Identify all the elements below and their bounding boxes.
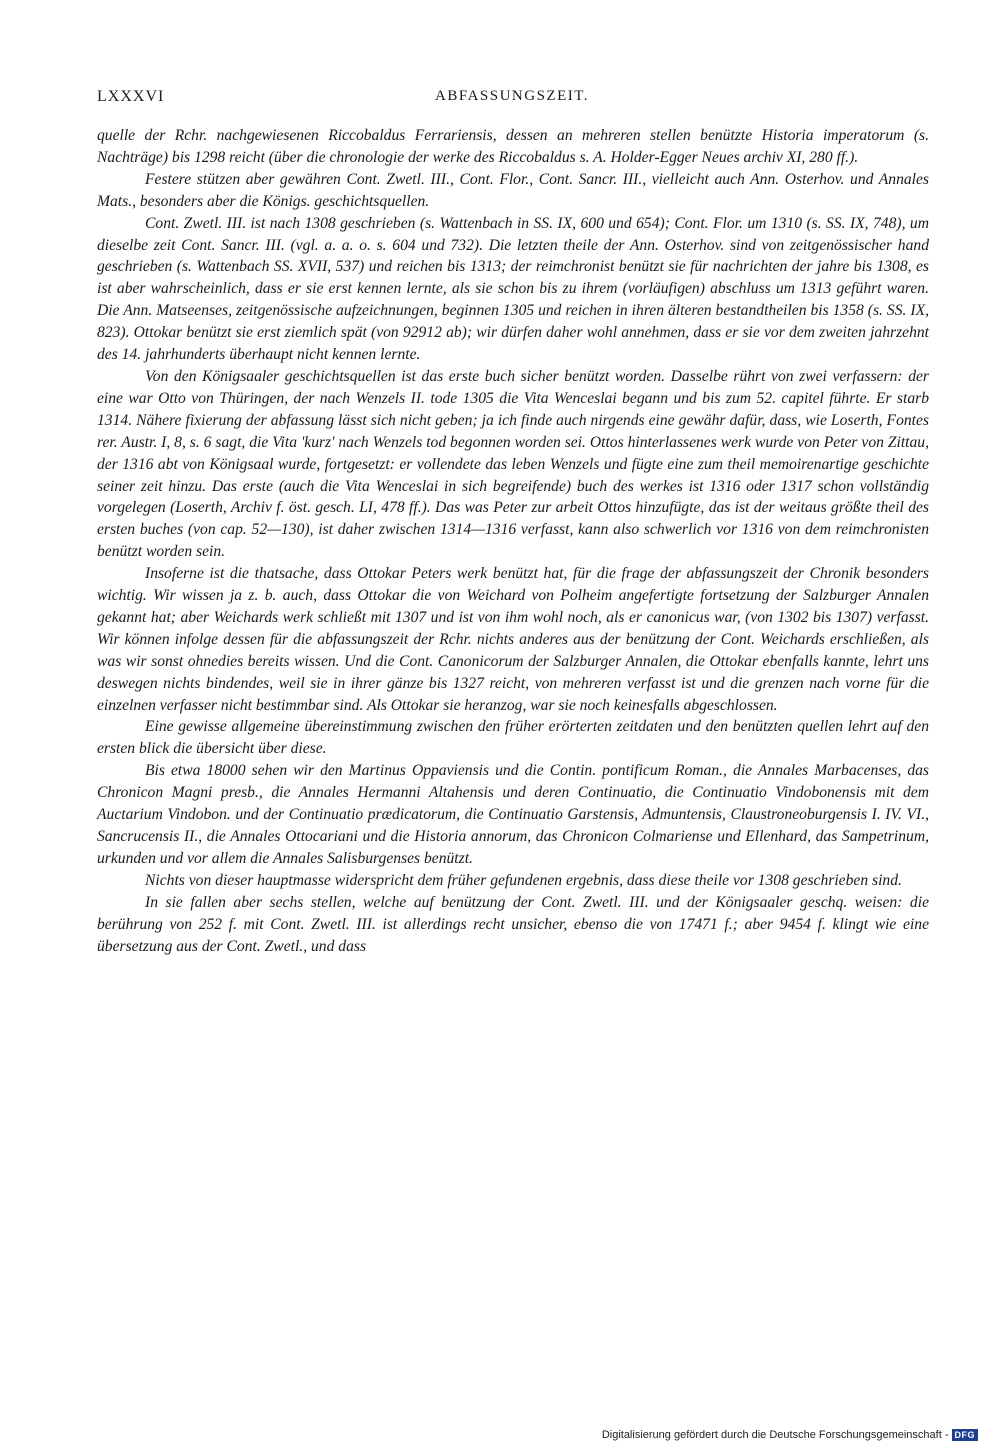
digitization-footer <box>602 1425 978 1445</box>
paragraph-6: Eine gewisse allgemeine übereinstimmung zwischen den früher erörterten zeitdaten und den benützten quellen lehrt auf den ersten blick die übersicht über diese. <box>97 718 929 758</box>
footer-text: Digitalisierung gefördert durch die Deutsche Forschungsgemeinschaft - <box>601 1429 949 1441</box>
paragraph-3: Cont. Zwetl. III. ist nach 1308 geschrieben (s. Wattenbach in SS. IX, 600 und 654); Cont. Flor. um 1310 (s. SS. IX, 748), um dieselbe zeit Cont. Sancr. III. (vgl. a. a. o. s. 604 und 732). Die letzten theile der Ann. Osterhov. sind von zeitgenössischer hand geschrieben (s. Wattenbach SS. XVII, 537) und reichen bis 1313; der reimchronist benützt sie für nachrichten der jahre bis 1308, es ist aber wahrscheinlich, dass er sie erst kennen lernte, als sie schon bis zu ihrem (vorläufigen) abschluss um 1313 geführt waren. Die Ann. Matseenses, zeitgenössische aufzeichnungen, beginnen 1305 und reichen in ihren älteren bestandtheilen bis 1358 (s. SS. IX, 823). Ottokar benützt sie erst ziemlich spät (von 92912 ab); wir dürfen daher wohl annehmen, dass er sie vor dem zweiten jahrzehnt des 14. jahrhunderts überhaupt nicht kennen lernte. <box>97 214 929 364</box>
paragraph-8: Nichts von dieser hauptmasse widerspricht dem früher gefundenen ergebnis, dass diese theile vor 1308 geschrieben sind. <box>145 871 902 889</box>
paragraph-7: Bis etwa 18000 sehen wir den Martinus Oppaviensis und die Contin. pontificum Roman., die Annales Marbacenses, das Chronicon Magni presb., die Annales Hermanni Altahensis und deren Continuatio, die Continuatio Vindobonensis mit dem Auctarium Vindobon. und der Continuatio prædicatorum, die Continuatio Garstensis, Admuntensis, Claustroneoburgensis I. IV. VI., Sancrucensis II., die Annales Ottocariani und die Historia annorum, das Chronicon Colmariense und Ellenhard, das Sampetrinum, urkunden und vor allem die Annales Salisburgenses benützt. <box>97 762 929 867</box>
paragraph-4: Von den Königsaaler geschichtsquellen ist das erste buch sicher benützt worden. Dasselbe rührt von zwei verfassern: der eine war Otto von Thüringen, der nach Wenzels II. tode 1305 die Vita Wenceslai begann und bis zum 52. capitel führte. Er starb 1314. Nähere fixierung der abfassung lässt sich nicht geben; ja ich finde auch nirgends eine gewähr dafür, dass, wie Loserth, Fontes rer. Austr. I, 8, s. 6 sagt, die Vita 'kurz' nach Wenzels tod begonnen worden sei. Ottos hinterlassenes werk wurde von Peter von Zittau, der 1316 abt von Königsaal wurde, fortgesetzt: er vollendete das leben Wenzels und fügte eine zum theil memoirenartige geschichte seiner zeit hinzu. Das erste (auch die Vita Wenceslai in sich begreifende) buch des werkes ist 1316 oder 1317 schon vollständig vorgelegen (Loserth, Archiv f. öst. gesch. LI, 478 ff.). Das was Peter zur arbeit Ottos hinzufügte, das ist der weitaus größte theil des ersten buches (von cap. 52—130), ist daher zwischen 1314—1316 verfasst, kann also schwerlich vor 1316 von dem reimchronisten benützt worden sein. <box>97 367 929 561</box>
paragraph-9: In sie fallen aber sechs stellen, welche auf benützung der Cont. Zwetl. III. und der Königsaaler geschq. weisen: die berührung von 252 f. mit Cont. Zwetl. III. ist allerdings recht unsicher, ebenso die von 17471 f.; aber 9454 f. klingt wie eine übersetzung aus der Cont. Zwetl., und dass <box>97 893 929 955</box>
paragraph-5: Insoferne ist die thatsache, dass Ottokar Peters werk benützt hat, für die frage der abfassungszeit der Chronik besonders wichtig. Wir wissen ja z. b. auch, dass Ottokar die von Weichard von Polheim angefertigte fortsetzung der Salzburger Annalen gekannt hat; aber Weichards werk schließt mit 1307 und ist von ihm wohl noch, als er canonicus war, (von 1302 bis 1307) verfasst. Wir können infolge dessen für die abfassungszeit der Rchr. nichts anderes aus der benützung der Cont. Weichards erschließen, als was wir sonst ohnedies bereits wissen. Und die Cont. Canonicorum der Salzburger Annalen, die Ottokar ebenfalls kannte, lehrt uns deswegen nichts bindendes, weil sie in ihrer gänze bis 1327 reicht, von mehreren verfasst ist und die grenzen nach vorne für die einzelnen verfasser nicht bestimmbar sind. Als Ottokar sie heranzog, war sie noch keinesfalls abgeschlossen. <box>97 565 929 714</box>
page-header <box>97 88 905 108</box>
paragraph-2: Festere stützen aber gewähren Cont. Zwetl. III., Cont. Flor., Cont. Sancr. III., vielleicht auch Ann. Osterhov. und Annales Mats., besonders aber die Königs. geschichtsquellen. <box>97 170 929 210</box>
running-title: ABFASSUNGSZEIT. <box>435 88 590 104</box>
paragraph-1: quelle der Rchr. nachgewiesenen Riccobaldus Ferrariensis, dessen an mehreren stellen benützte Historia imperatorum (s. Nachträge) bis 1298 reicht (über die chronologie der werke des Riccobaldus s. A. Holder-Egger Neues archiv XI, 280 ff.). <box>97 127 929 166</box>
page-number: LXXXVI <box>97 88 165 105</box>
dfg-logo: DFG <box>952 1429 979 1441</box>
body-text <box>97 125 929 957</box>
